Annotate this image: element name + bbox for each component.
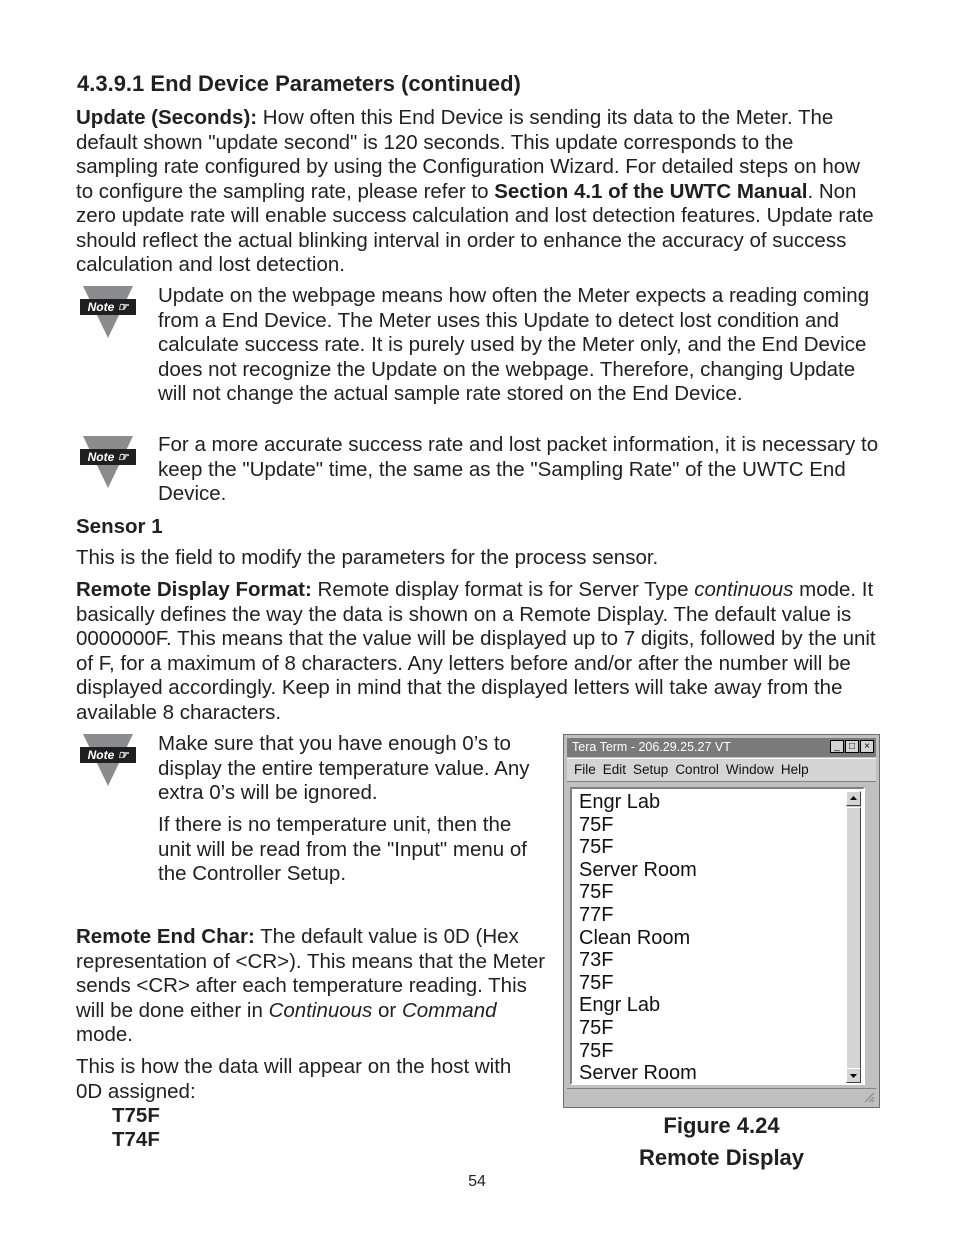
pointing-hand-icon: ☞: [117, 450, 129, 464]
minimize-icon[interactable]: _: [830, 740, 844, 753]
maximize-icon[interactable]: □: [845, 740, 859, 753]
menu-help[interactable]: Help: [780, 762, 809, 777]
terminal-line: 75F: [579, 813, 614, 836]
remote-display-paragraph: [76, 578, 876, 725]
terminal-line: Clean Room: [579, 926, 691, 949]
remote-end-paragraph: [76, 925, 548, 1048]
update-text-2: . Non zero update rate will enable success calculation and lost detection features. Update rate should reflect the actual blinking interval in order to enhance the accuracy of success calculation and lost detection.: [76, 179, 874, 276]
sensor-heading: Sensor 1: [76, 515, 163, 538]
remote-end-text-2: or: [372, 998, 402, 1022]
remote-end-label: Remote End Char:: [76, 925, 255, 948]
sensor-text: This is the field to modify the parameters for the process sensor.: [76, 546, 659, 569]
menu-edit[interactable]: Edit: [602, 762, 627, 777]
window-menubar: [567, 758, 876, 782]
terminal-line: 75F: [579, 1016, 614, 1039]
section-title: 4.3.9.1 End Device Parameters (continued): [77, 71, 521, 96]
host-line: T74F: [112, 1128, 160, 1151]
remote-end-italic-1: Continuous: [268, 998, 373, 1022]
note-3a-text: Make sure that you have enough 0’s to display the entire temperature value. Any extra 0’s will be ignored.: [158, 732, 530, 804]
remote-display-text-2: mode. It basically defines the way the data is shown on a Remote Display. The default value is 0000000F. This means that the value will be displayed up to 7 digits, followed by the unit of F, for a maximum of 8 characters. Any letters before and/or after the number will be displayed accordingly. Keep in mind that the displayed letters will take away from the available 8 characters.: [76, 578, 876, 724]
status-bar: [567, 1088, 876, 1105]
remote-display-label: Remote Display Format:: [76, 578, 312, 601]
host-text: This is how the data will appear on the host with 0D assigned:: [76, 1055, 512, 1103]
scroll-up-icon[interactable]: [846, 791, 861, 806]
terminal-lines: [579, 791, 697, 1085]
note-icon: [80, 436, 136, 492]
terminal-line: 75F: [579, 836, 614, 859]
terminal-line: 73F: [579, 949, 614, 972]
figure-caption: Remote Display: [638, 1145, 805, 1170]
figure-number: Figure 4.24: [663, 1113, 780, 1138]
pointing-hand-icon: ☞: [117, 748, 129, 762]
window-titlebar[interactable]: [567, 738, 876, 757]
scrollbar-thumb[interactable]: [846, 807, 861, 1069]
remote-end-text-3: mode.: [76, 1023, 133, 1046]
resize-grip-icon[interactable]: [862, 1090, 875, 1103]
scroll-down-icon[interactable]: [846, 1068, 861, 1083]
update-manual-ref: Section 4.1 of the UWTC Manual: [494, 179, 808, 203]
note-3b-text: If there is no temperature unit, then the unit will be read from the "Input" menu of the Controller Setup.: [158, 813, 527, 885]
terminal-line: Server Room: [579, 858, 697, 881]
terminal-line: 77F: [579, 903, 614, 926]
menu-file[interactable]: File: [574, 762, 596, 777]
terminal-line: 75F: [579, 1039, 614, 1062]
remote-display-text-1: Remote display format is for Server Type: [311, 578, 695, 601]
remote-end-text-1: The default value is 0D (Hex representation of <CR>). This means that the Meter sends <CR> after each temperature reading. This will be done either in: [76, 925, 546, 1022]
terminal-line: Engr Lab: [579, 994, 661, 1017]
update-paragraph: [76, 106, 876, 278]
close-icon[interactable]: ×: [860, 740, 874, 753]
terminal-line: Server Room: [579, 1062, 697, 1085]
host-line: T75F: [112, 1104, 160, 1127]
note-label: Note: [87, 748, 115, 762]
window-title: Tera Term - 206.29.25.27 VT: [572, 740, 731, 754]
terminal-line: 75F: [579, 881, 614, 904]
remote-end-italic-2: Command: [401, 998, 497, 1022]
update-text-1: How often this End Device is sending its data to the Meter. The default shown "update second" is 120 seconds. This update corresponds to the sampling rate configured by using the Configuration Wizard. For detailed steps on how to configure the sampling rate, please refer to: [76, 106, 860, 203]
page-number: 54: [468, 1173, 486, 1190]
note-2-text: For a more accurate success rate and lost packet information, it is necessary to keep the "Update" time, the same as the "Sampling Rate" of the UWTC End Device.: [158, 433, 879, 505]
remote-display-italic: continuous: [694, 578, 794, 601]
update-label: Update (Seconds):: [76, 106, 258, 129]
note-icon: [80, 734, 136, 790]
terminal-line: Engr Lab: [579, 791, 661, 813]
menu-window[interactable]: Window: [725, 762, 774, 777]
tera-term-window: [563, 734, 880, 1108]
menu-control[interactable]: Control: [675, 762, 719, 777]
note-label: Note: [87, 300, 115, 314]
note-icon: [80, 286, 136, 342]
note-label: Note: [87, 450, 115, 464]
vertical-scrollbar[interactable]: [846, 791, 861, 1083]
menu-setup[interactable]: Setup: [633, 762, 669, 777]
pointing-hand-icon: ☞: [117, 300, 129, 314]
terminal-line: 75F: [579, 971, 614, 994]
terminal-area[interactable]: [570, 787, 865, 1085]
note-1-text: Update on the webpage means how often the Meter expects a reading coming from a End Device. The Meter uses this Update to detect lost condition and calculate success rate. It is purely used by the Meter only, and the End Device does not recognize the Update on the webpage. Therefore, changing Update will not change the actual sample rate stored on the End Device.: [158, 284, 870, 405]
